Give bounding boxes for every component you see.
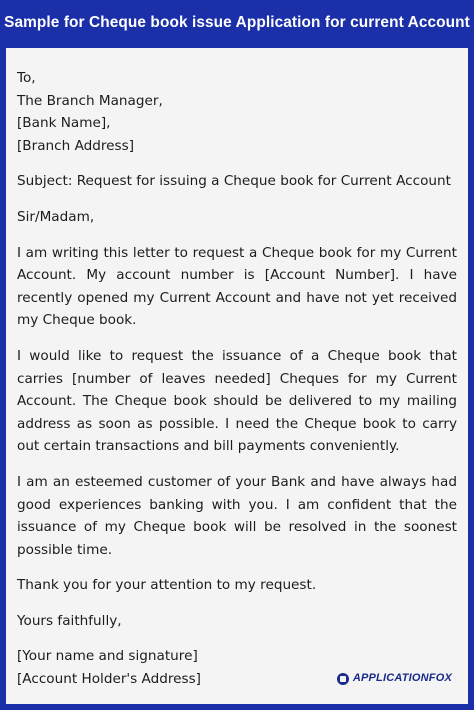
logo-text: APPLICATIONFOX <box>352 672 452 685</box>
applicationfox-logo <box>337 667 452 690</box>
body-paragraph-3: I am an esteemed customer of your Bank and have always had good experiences banking with you. I am confident that the issuance of my Cheque book will be resolved in the soonest possible time. <box>17 473 457 558</box>
closing-line: Yours faithfully, <box>17 612 122 629</box>
page-title: Sample for Cheque book issue Application for current Account <box>4 14 470 31</box>
address-line: [Branch Address] <box>17 137 135 154</box>
body-paragraph-1: I am writing this letter to request a Cheque book for my Current Account. My account number is [Account Number]. I have recently opened my Current Account and have not yet received my Cheque book. <box>17 244 457 329</box>
address-line: [Bank Name], <box>17 115 111 132</box>
signature-line: [Account Holder's Address] <box>17 671 201 688</box>
signature-line: [Your name and signature] <box>17 648 198 665</box>
address-line: The Branch Manager, <box>17 92 163 109</box>
applicationfox-logo-icon <box>337 673 349 685</box>
recipient-address <box>17 67 457 157</box>
thanks-line: Thank you for your attention to my request. <box>17 577 317 594</box>
address-line: To, <box>17 70 36 86</box>
page-header <box>0 0 474 46</box>
salutation: Sir/Madam, <box>17 208 95 225</box>
subject-line: Subject: Request for issuing a Cheque book for Current Account <box>17 173 451 190</box>
letter-document <box>6 48 468 704</box>
body-paragraph-2: I would like to request the issuance of a Cheque book that carries [number of leaves needed] Cheques for my Current Account. The Cheque book should be delivered to my mailing address as soon as possible. I need the Cheque book to carry out certain transactions and bill payments conveniently. <box>17 347 457 455</box>
